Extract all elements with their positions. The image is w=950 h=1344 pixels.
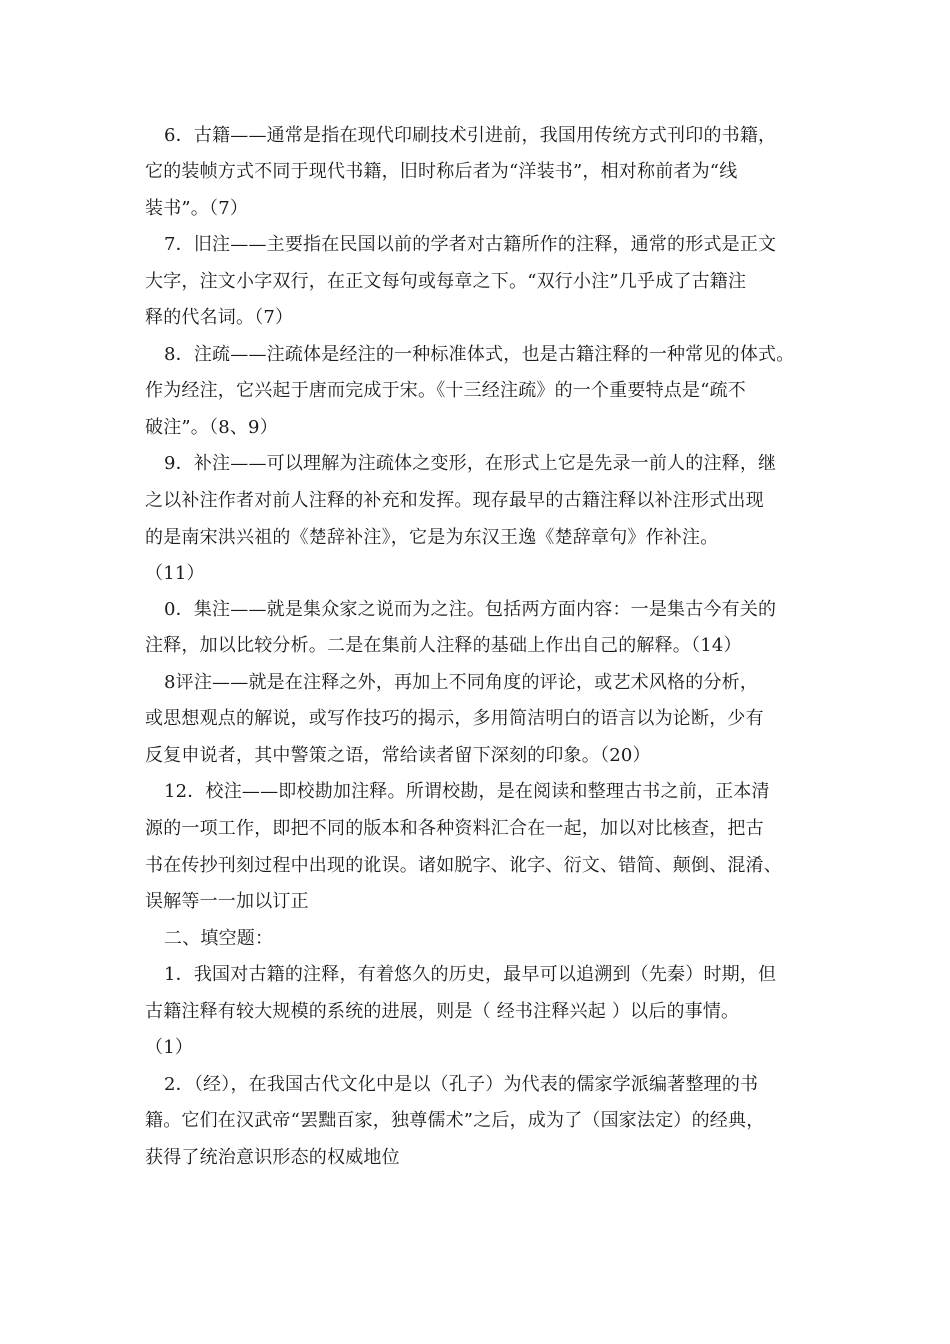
text-line: 0．集注——就是集众家之说而为之注。包括两方面内容：一是集古今有关的: [164, 599, 777, 620]
text-line: 反复申说者，其中警策之语，常给读者留下深刻的印象。（20）: [145, 745, 651, 766]
text-line: 装书”。（7）: [145, 198, 249, 219]
text-line: 之以补注作者对前人注释的补充和发挥。现存最早的古籍注释以补注形式出现: [145, 490, 764, 511]
text-line: 12．校注——即校勘加注释。所谓校勘，是在阅读和整理古书之前，正本清: [164, 781, 770, 802]
text-line: 大字，注文小字双行，在正文每句或每章之下。“双行小注”几乎成了古籍注: [145, 271, 747, 292]
text-line: 2．（经），在我国古代文化中是以（孔子）为代表的儒家学派编著整理的书: [164, 1074, 759, 1095]
text-line: 8．注疏——注疏体是经注的一种标准体式，也是古籍注释的一种常见的体式。: [164, 344, 795, 365]
text-line: 破注”。（8、9）: [145, 417, 278, 438]
text-line: 获得了统治意识形态的权威地位: [145, 1147, 400, 1168]
text-line: 注释，加以比较分析。二是在集前人注释的基础上作出自己的解释。（14）: [145, 635, 742, 656]
text-line: （11）: [145, 563, 205, 584]
text-line: 1．我国对古籍的注释，有着悠久的历史，最早可以追溯到（先秦）时期，但: [164, 964, 777, 985]
text-line: 8评注——就是在注释之外，再加上不同角度的评论，或艺术风格的分析，: [164, 672, 759, 693]
text-line: 9．补注——可以理解为注疏体之变形，在形式上它是先录一前人的注释，继: [164, 453, 777, 474]
text-line: 源的一项工作，即把不同的版本和各种资料汇合在一起，加以对比核查，把古: [145, 818, 764, 839]
text-line: 籍。它们在汉武帝“罢黜百家，独尊儒术”之后，成为了（国家法定）的经典，: [145, 1110, 765, 1131]
text-line: 书在传抄刊刻过程中出现的讹误。诸如脱字、讹字、衍文、错简、颠倒、混淆、: [145, 855, 782, 876]
text-line: 作为经注，它兴起于唐而完成于宋。《十三经注疏》的一个重要特点是“疏不: [145, 380, 746, 401]
text-line: 误解等一一加以订正: [145, 891, 309, 912]
text-line: 它的装帧方式不同于现代书籍，旧时称后者为“洋装书”，相对称前者为“线: [145, 161, 738, 182]
text-line: 或思想观点的解说，或写作技巧的揭示，多用简洁明白的语言以为论断，少有: [145, 708, 764, 729]
text-line: 6．古籍——通常是指在现代印刷技术引进前，我国用传统方式刊印的书籍，: [164, 125, 777, 146]
text-line: 古籍注释有较大规模的系统的进展，则是（ 经书注释兴起 ）以后的事情。: [145, 1001, 740, 1022]
text-line: 的是南宋洪兴祖的《楚辞补注》，它是为东汉王逸《楚辞章句》作补注。: [145, 527, 719, 548]
text-line: 释的代名词。（7）: [145, 307, 294, 328]
text-line: （1）: [145, 1037, 194, 1058]
section-heading: 二、填空题：: [164, 928, 274, 949]
text-line: 7．旧注——主要指在民国以前的学者对古籍所作的注释，通常的形式是正文: [164, 234, 777, 255]
